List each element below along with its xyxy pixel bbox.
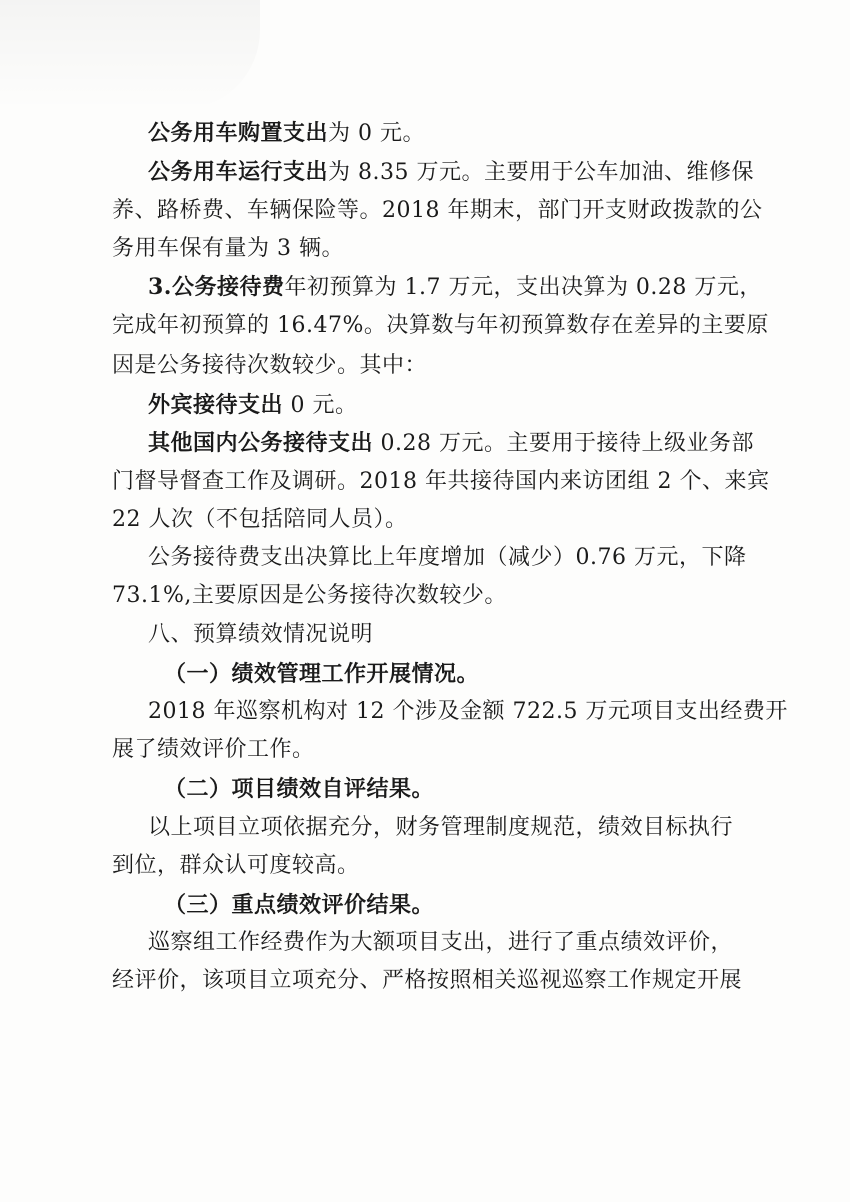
text-segment: 八、预算绩效情况说明 (148, 622, 374, 647)
text-segment: 到位，群众认可度较高。 (112, 853, 360, 878)
scan-shadow (0, 0, 260, 110)
text-line (112, 351, 427, 381)
text-segment: 73.1%,主要原因是公务接待次数较少。 (112, 583, 507, 608)
bold-text-segment: （一）绩效管理工作开展情况。 (164, 661, 480, 687)
text-line (148, 390, 358, 421)
text-line (148, 620, 373, 650)
text-line (148, 118, 425, 149)
text-line (112, 966, 742, 996)
text-line (112, 581, 507, 611)
text-segment: 2018 年巡察机构对 12 个涉及金额 722.5 万元项目支出经费开 (148, 699, 788, 724)
text-segment: 务用车保有量为 3 辆。 (112, 236, 344, 261)
bold-text-segment: 公务用车购置支出 (148, 120, 329, 146)
text-segment: 年初预算为 1.7 万元，支出决算为 0.28 万元， (284, 275, 762, 300)
text-segment: 公务接待费支出决算比上年度增加（减少）0.76 万元，下降 (148, 545, 747, 570)
text-line (164, 659, 479, 690)
text-line (112, 735, 315, 765)
text-segment: 展了绩效评价工作。 (112, 737, 315, 762)
bold-text-segment: 其他国内公务接待支出 (148, 430, 374, 456)
bold-text-segment: （三）重点绩效评价结果。 (164, 892, 435, 918)
text-line (112, 505, 408, 535)
text-segment: 门督导督查工作及调研。2018 年共接待国内来访团组 2 个、来宾 (112, 469, 770, 494)
text-line (164, 774, 434, 805)
text-line (112, 851, 360, 881)
text-segment: 巡察组工作经费作为大额项目支出，进行了重点绩效评价， (148, 930, 734, 955)
text-line (112, 467, 769, 497)
text-line (148, 928, 733, 958)
text-line (148, 697, 788, 727)
text-line (112, 311, 769, 341)
text-segment: 22 人次（不包括陪同人员）。 (112, 507, 408, 532)
bold-text-segment: （二）项目绩效自评结果。 (164, 776, 435, 802)
text-segment: 0 元。 (283, 393, 358, 418)
text-line (148, 813, 733, 843)
text-line (148, 272, 762, 303)
text-segment: 因是公务接待次数较少。其中： (112, 353, 428, 378)
text-line (148, 543, 746, 573)
text-line (112, 196, 762, 226)
bold-text-segment: 公务用车运行支出 (148, 159, 329, 185)
text-segment: 以上项目立项依据充分，财务管理制度规范，绩效目标执行 (148, 815, 734, 840)
text-segment: 经评价，该项目立项充分、严格按照相关巡视巡察工作规定开展 (112, 968, 743, 993)
text-line (148, 428, 754, 459)
bold-text-segment: 外宾接待支出 (148, 392, 284, 418)
text-segment: 养、路桥费、车辆保险等。2018 年期末，部门开支财政拨款的公 (112, 198, 763, 223)
text-segment: 完成年初预算的 16.47%。决算数与年初预算数存在差异的主要原 (112, 313, 769, 338)
text-line (148, 157, 754, 188)
text-line (112, 234, 344, 264)
text-line (164, 890, 434, 921)
text-segment: 为 0 元。 (328, 121, 425, 146)
bold-text-segment: 3.公务接待费 (148, 274, 285, 300)
text-segment: 为 8.35 万元。主要用于公车加油、维修保 (328, 160, 754, 185)
text-segment: 0.28 万元。主要用于接待上级业务部 (373, 431, 754, 456)
